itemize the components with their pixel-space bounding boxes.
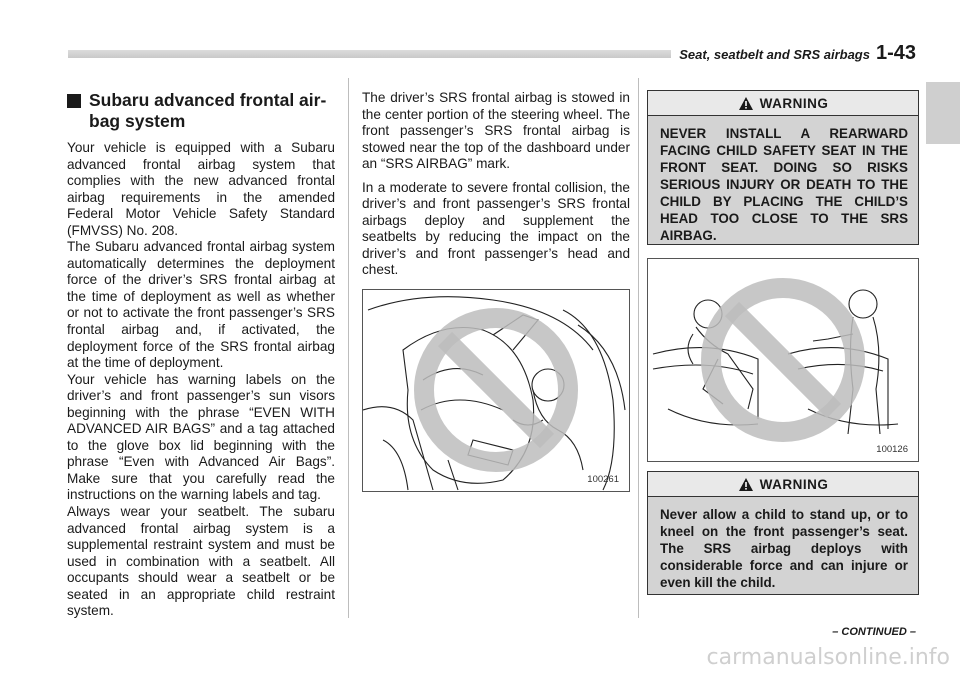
paragraph: In a moderate to severe frontal collision, the driver’s and front passenger’s SRS frontal airbags deploy and supplement the seatbelts by reducing the impact on the driver’s and front passenger’s head and chest.	[362, 179, 630, 278]
warning-title	[648, 91, 918, 116]
column-divider-1	[348, 78, 349, 618]
warning-text: NEVER INSTALL A REARWARD FACING CHILD SAFETY SEAT IN THE FRONT SEAT. DOING SO RISKS SERIOUS INJURY OR DEATH TO THE CHILD BY PLACING THE CHILD’S HEAD TOO CLOSE TO THE SRS AIRBAG.	[660, 126, 908, 243]
paragraph: Always wear your seatbelt. The subaru advanced frontal airbag system is a supplemental restraint system and must be used in combination with a seatbelt. All occupants should wear a seatbelt or be seated in an appropriate child restraint system.	[67, 504, 335, 619]
warning-title	[648, 472, 918, 497]
warning-title-text: WARNING	[759, 95, 829, 111]
child-hazard-illustration	[648, 259, 918, 461]
column-3	[647, 90, 919, 595]
paragraph: The Subaru advanced frontal airbag system automatically determines the deployment force of the driver’s SRS frontal airbag at the time of deployment as well as whether or not to activate the front passenger’s SRS frontal airbag and, if activated, the deployment force of the SRS frontal airbag at the time of deployment.	[67, 239, 335, 371]
figure-number: 100261	[587, 474, 619, 486]
warning-box	[647, 471, 919, 595]
warning-text: Never allow a child to stand up, or to kneel on the front passenger’s seat. The SRS airbag deploys with considerable force and can injure or even kill the child.	[660, 507, 908, 590]
paragraph: The driver’s SRS frontal airbag is stowed in the center portion of the steering wheel. The front passenger’s SRS frontal airbag is stowed near the top of the dashboard under an “SRS AIRBAG” mark.	[362, 90, 630, 172]
page-header	[671, 42, 916, 66]
warning-triangle-icon	[738, 477, 754, 492]
column-1	[67, 90, 335, 620]
prohibition-icon	[424, 318, 568, 462]
column-divider-2	[638, 78, 639, 618]
watermark: carmanualsonline.info	[706, 645, 950, 670]
paragraph: Your vehicle has warning labels on the driver’s and front passenger’s sun visors beginning with the phrase “EVEN WITH ADVANCED AIR BAGS” and a tag attached to the glove box lid beginning with the phrase “Even with Advanced Air Bags”. Make sure that you carefully read the instructions on the warning labels and tag.	[67, 371, 335, 503]
airbag-deployment-figure	[362, 289, 630, 492]
figure-number: 100126	[876, 444, 908, 455]
square-bullet-icon	[67, 94, 81, 108]
warning-title-text: WARNING	[759, 476, 829, 492]
airbag-illustration	[363, 290, 629, 491]
section-heading	[67, 90, 335, 132]
page-number: 1-43	[875, 42, 916, 64]
child-hazard-figure	[647, 258, 919, 462]
section-title: Seat, seatbelt and SRS airbags	[679, 47, 870, 62]
column-2	[362, 90, 630, 492]
warning-triangle-icon	[738, 96, 754, 111]
paragraph: Your vehicle is equipped with a Subaru advanced frontal airbag system that complies with the new advanced frontal airbag requirements in the amended Federal Motor Vehicle Safety Standard (FMVSS) No. 208.	[67, 140, 335, 238]
continued-label: – CONTINUED –	[832, 626, 916, 638]
warning-box	[647, 90, 919, 245]
section-heading-text: Subaru advanced frontal air-bag system	[89, 90, 327, 131]
chapter-tab	[926, 82, 960, 144]
